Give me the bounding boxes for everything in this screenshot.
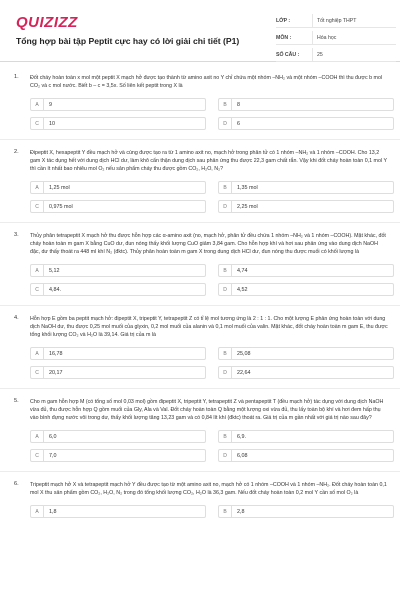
document-header bbox=[0, 0, 400, 62]
question-6 bbox=[0, 481, 400, 518]
option-text: 6,08 bbox=[237, 452, 248, 459]
option-b[interactable] bbox=[218, 264, 394, 277]
info-value: Hóa học bbox=[312, 31, 336, 44]
question-text: Tripeptit mạch hở X và tetrapeptit mạch hở Y đều được tạo từ một amino axit no, mạch hở có 1 nhóm –COOH và 1 nhóm –NH₂. Đốt cháy hoàn toàn 0,1 mol X thu sản phẩm gồm CO₂, H₂O, N₂ trong đó tổng khối lượng CO₂, H₂O là 36,3 gam. Nếu đốt cháy hoàn toàn 0,2 mol Y cần số mol O₂ là bbox=[30, 482, 387, 496]
option-letter: D bbox=[219, 284, 232, 295]
info-label: LỚP : bbox=[276, 17, 291, 24]
option-text: 0,975 mol bbox=[49, 203, 73, 210]
question-number: 2. bbox=[14, 149, 19, 155]
option-b[interactable] bbox=[218, 505, 394, 518]
option-letter: A bbox=[31, 265, 44, 276]
info-value: Tốt nghiệp THPT bbox=[312, 14, 356, 27]
quizizz-logo: QUIZIZZ bbox=[16, 14, 78, 31]
option-c[interactable] bbox=[30, 283, 206, 296]
info-row-count bbox=[276, 48, 396, 62]
option-text: 1,35 mol bbox=[237, 184, 258, 191]
question-number: 1. bbox=[14, 74, 19, 80]
option-text: 16,78 bbox=[49, 350, 63, 357]
option-c[interactable] bbox=[30, 449, 206, 462]
answer-options bbox=[30, 505, 388, 518]
option-text: 4,52 bbox=[237, 286, 248, 293]
option-text: 20,17 bbox=[49, 369, 63, 376]
info-label: SỐ CÂU : bbox=[276, 51, 300, 58]
divider bbox=[0, 305, 400, 306]
question-3 bbox=[0, 232, 400, 296]
question-5 bbox=[0, 398, 400, 462]
option-letter: A bbox=[31, 431, 44, 442]
option-text: 4,74 bbox=[237, 267, 248, 274]
option-letter: D bbox=[219, 450, 232, 461]
question-number: 6. bbox=[14, 481, 19, 487]
answer-options bbox=[30, 181, 388, 213]
question-4 bbox=[0, 315, 400, 379]
question-text: Thủy phân tetrapeptit X mạch hở thu được hỗn hợp các α-amino axit (no, mạch hở, phân tử đều chứa 1 nhóm –NH₂ và 1 nhóm –COOH). Mặt khác, đốt cháy hoàn toàn m gam X bằng CuO dư, đun nóng thấy khối lượng CuO giảm 3,84 gam. Cho hỗn hợp khí và hơi sau phản ứng vào dung dịch NaOH đặc, dư thấy thoát ra 448 ml khí N₂ (đktc). Thủy phân hoàn toàn m gam X trong dung dịch HCl dư, đun nóng thu được muối có khối lượng là bbox=[30, 233, 386, 255]
option-b[interactable] bbox=[218, 181, 394, 194]
divider bbox=[0, 222, 400, 223]
option-text: 1,25 mol bbox=[49, 184, 70, 191]
option-letter: B bbox=[219, 506, 232, 517]
option-a[interactable] bbox=[30, 264, 206, 277]
divider bbox=[0, 139, 400, 140]
answer-options bbox=[30, 430, 388, 462]
option-text: 9 bbox=[49, 101, 52, 108]
question-number: 5. bbox=[14, 398, 19, 404]
option-letter: B bbox=[219, 431, 232, 442]
option-d[interactable] bbox=[218, 200, 394, 213]
option-letter: D bbox=[219, 367, 232, 378]
question-1 bbox=[0, 74, 400, 130]
question-text: Hỗn hợp E gồm ba peptit mạch hở: đipeptit X, tripeptit Y, tetrapeptit Z có tỉ lệ mol tương ứng là 2 : 1 : 1. Cho một lượng E phản ứng hoàn toàn với dung dịch NaOH dư, thu được 0,25 mol muối của glyxin, 0,2 mol muối của alanin và 0,1 mol muối của valin. Mặt khác, đốt cháy hoàn toàn m gam E, thu được tổng khối lượng CO₂ và H₂O là 39,14. Giá trị của m là bbox=[30, 316, 388, 338]
option-b[interactable] bbox=[218, 98, 394, 111]
question-text: Đốt cháy hoàn toàn x mol một peptit X mạch hở được tạo thành từ amino axit no Y chỉ chứa một nhóm –NH₂ và một nhóm –COOH thì thu được b mol CO₂ và c mol nước. Biết b – c = 3,5x. Số liên kết peptit trong X là bbox=[30, 75, 383, 89]
info-row-class bbox=[276, 14, 396, 28]
option-letter: A bbox=[31, 99, 44, 110]
question-text: Đipeptit X, hexapeptit Y đều mạch hở và cùng được tạo ra từ 1 amino axit no, mạch hở trong phân tử có 1 nhóm –NH₂ và 1 nhóm –COOH. Cho 13,2 gam X tác dụng hết với dung dịch HCl dư, làm khô cẩn thận dung dịch sau phản ứng thu được 22,3 gam chất rắn. Vậy khi đốt cháy hoàn toàn 0,1 mol Y thì cần ít nhất bao nhiêu mol O₂ nếu sản phẩm cháy thu được gồm CO₂, H₂O, N₂? bbox=[30, 150, 387, 172]
answer-options bbox=[30, 264, 388, 296]
option-d[interactable] bbox=[218, 449, 394, 462]
option-text: 1,8 bbox=[49, 508, 57, 515]
answer-options bbox=[30, 347, 388, 379]
info-value: 25 bbox=[312, 48, 323, 61]
option-letter: C bbox=[31, 284, 44, 295]
question-2 bbox=[0, 149, 400, 213]
question-number: 4. bbox=[14, 315, 19, 321]
option-b[interactable] bbox=[218, 430, 394, 443]
option-letter: A bbox=[31, 182, 44, 193]
option-a[interactable] bbox=[30, 347, 206, 360]
option-letter: C bbox=[31, 367, 44, 378]
option-text: 4,84. bbox=[49, 286, 61, 293]
option-letter: B bbox=[219, 182, 232, 193]
option-letter: B bbox=[219, 99, 232, 110]
question-list bbox=[0, 74, 400, 518]
answer-options bbox=[30, 98, 388, 130]
option-text: 22,64 bbox=[237, 369, 251, 376]
option-text: 2,8 bbox=[237, 508, 245, 515]
question-text: Cho m gam hỗn hợp M (có tổng số mol 0,03 mol) gồm đipeptit X, tripeptit Y, tetrapeptit Z và pentapeptit T (đều mạch hở) tác dụng với dung dịch NaOH vừa đủ, thu được hỗn hợp Q gồm muối của Gly, Ala và Val. Đốt cháy hoàn toàn Q bằng một lượng oxi vừa đủ, thu lấy toàn bộ khí và hơi đem hấp thụ vào bình đựng nước vôi trong dư, thấy khối lượng tăng 13,23 gam và có 0,84 lít khí (đktc) thoát ra. Giá trị của m gần nhất với giá trị nào sau đây? bbox=[30, 399, 384, 421]
info-row-subject bbox=[276, 31, 396, 45]
option-a[interactable] bbox=[30, 98, 206, 111]
option-letter: C bbox=[31, 201, 44, 212]
document-title: Tổng hợp bài tập Peptit cực hay có lời giải chi tiết (P1) bbox=[16, 36, 240, 46]
option-text: 5,12 bbox=[49, 267, 60, 274]
option-d[interactable] bbox=[218, 117, 394, 130]
question-number: 3. bbox=[14, 232, 19, 238]
info-panel bbox=[276, 14, 396, 65]
option-letter: C bbox=[31, 118, 44, 129]
option-b[interactable] bbox=[218, 347, 394, 360]
option-letter: C bbox=[31, 450, 44, 461]
option-text: 10 bbox=[49, 120, 55, 127]
option-c[interactable] bbox=[30, 200, 206, 213]
option-text: 6 bbox=[237, 120, 240, 127]
option-text: 2,25 mol bbox=[237, 203, 258, 210]
option-text: 7,0 bbox=[49, 452, 57, 459]
option-text: 6,0 bbox=[49, 433, 57, 440]
option-a[interactable] bbox=[30, 181, 206, 194]
info-label: MÔN : bbox=[276, 34, 292, 41]
option-text: 25,08 bbox=[237, 350, 251, 357]
option-text: 8 bbox=[237, 101, 240, 108]
option-letter: D bbox=[219, 201, 232, 212]
option-text: 6,9. bbox=[237, 433, 246, 440]
divider bbox=[0, 388, 400, 389]
option-a[interactable] bbox=[30, 430, 206, 443]
option-d[interactable] bbox=[218, 366, 394, 379]
option-c[interactable] bbox=[30, 117, 206, 130]
option-letter: A bbox=[31, 506, 44, 517]
option-letter: B bbox=[219, 265, 232, 276]
option-letter: B bbox=[219, 348, 232, 359]
option-letter: A bbox=[31, 348, 44, 359]
option-c[interactable] bbox=[30, 366, 206, 379]
option-d[interactable] bbox=[218, 283, 394, 296]
divider bbox=[0, 471, 400, 472]
option-a[interactable] bbox=[30, 505, 206, 518]
option-letter: D bbox=[219, 118, 232, 129]
